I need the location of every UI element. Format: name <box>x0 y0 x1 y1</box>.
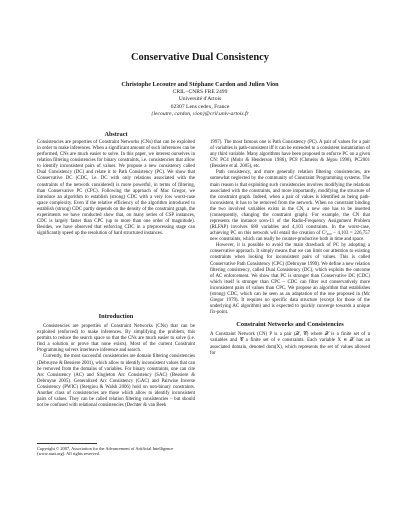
paper-title: Conservative Dual Consistency <box>131 52 269 63</box>
introduction-heading: Introduction <box>98 313 134 320</box>
right-column <box>210 140 370 357</box>
copyright-notice: Copyright © 2007, Association for the Advancement of Artificial Intelligence (www.aaai.org). All rights reserved. <box>37 446 174 457</box>
affiliation-block <box>0 89 400 118</box>
intro-paragraph: Consistencies are properties of Constraint Networks (CNs) that can be exploited (enforced) to make inferences. By simplifying the problem, this permits to reduce the search space so that the CNs are much easier to solve (i.e. find a solution or prove that none exists). Most of the current Constraint Programming solvers interleave inference and search. <box>37 324 195 354</box>
introduction-section <box>37 306 195 409</box>
footnote-rule <box>37 443 97 444</box>
author-list: Christophe Lecoutre and Stéphane Cardon and Julien Vion <box>121 81 279 88</box>
body-paragraph: Path consistency, and more generally relation filtering consistencies, are somewhat neglected by the community of Constraint Programming systems. The main reason is that exploiting such consistencies involves modifying the relations associated with the constraints, and more importantly, modifying the structure of the constraint graph. Indeed, when a pair of values is identified as being path-inconsistent, it has to be removed from the network. When no constraint binding the two involved variables exists in the CN, a new one has to be inserted (consequently, changing the constraint graph). For example, the CN that represents the instance scen-11 of the Radio-Frequency Assignment Problem (RLFAP) involves 680 variables and 4,103 constraints. In the worst-case, achieving PC on this network will entail the creation of C²₆₈₀ − 4,103 = 226,757 new constraints, which can really be counter-productive both in time and space. <box>210 170 370 243</box>
body-paragraph: 1997). The most famous one is Path Consistency (PC). A pair of values for a pair of variables is path-consistent iff it can be extended to a consistent instantiation of any third variable. Many algorithms have been proposed to enforce PC on a given CN: PC4 (Mohr & Henderson 1986), PC8 (Chmeiss & Jégou 1998), PC2001 (Bessiere et al. 2005), etc. <box>210 140 370 170</box>
affiliation-email: {lecoutre, cardon, vion}@cril.univ-artois.fr <box>151 110 249 117</box>
body-paragraph: However, it is possible to avoid the main drawback of PC by adopting a conservative approach. It simply means that we can limit our attention to existing constraints when looking for inconsistent pairs of values. This is called Conservative Path Consistency (CPC) (Debruyne 1999). We define a new relation filtering consistency, called Dual Consistency (DC), which exploits the outcome of AC enforcement. We show that PC is stronger than Conservative DC (CDC) which itself is stronger than CPC – CDC can filter out conservatively more inconsistent pairs of values than CPC. We propose an algorithm that establishes (strong) CDC, which can be seen as an adaptation of the one proposed in (Mc Gregor 1979). It requires no specific data structure (except for those of the underlying AC algorithm) and is expected to quickly converge towards a unique fix-point. <box>210 243 370 316</box>
abstract-text: Consistencies are properties of Constraint Networks (CNs) that can be exploited in order to make inferences. When a significant amount of such inferences can be performed, CNs are much easier to solve. In this paper, we interest ourselves in relation filtering consistencies for binary constraints, i.e. consistencies that allow to identify inconsistent pairs of values. We propose a new consistency called Dual Consistency (DC) and relate it to Path Consistency (PC). We show that Conservative DC (CDC, i.e. DC with only relations associated with the constraints of the network considered) is more powerful, in terms of filtering, than Conservative PC (CPC). Following the approach of Mac Gregor, we introduce an algorithm to establish (strong) CDC with a very low worst-case space complexity. Even if the relative efficiency of the algorithm introduced to establish (strong) CDC partly depends on the density of the constraint graph, the experiments we have conducted show that, on many series of CSP instances, CDC is largely faster than CPC (up to more than one order of magnitude). Besides, we have observed that enforcing CDC in a preprocessing stage can significantly speed up the resolution of hard structured instances. <box>37 140 195 237</box>
affiliation-university: Université d'Artois <box>178 96 222 103</box>
body-paragraph: A Constraint Network (CN) P is a pair (𝒳, 𝒞) where 𝒳 is a finite set of n variables and 𝒞 a finite set of e constraints. Each variable X ∈ 𝒳 has an associated domain, denoted dom(X), which represents the set of values allowed for <box>210 332 370 356</box>
affiliation-address: 62307 Lens cedex, France <box>170 103 230 110</box>
intro-paragraph: Currently, the most successful consistencies are domain filtering consistencies (Debruyne & Bessiere 2001), which allow to identify inconsistent values that can be removed from the domains of variables. For binary constraints, one can cite Arc Consistency (AC) and Singleton Arc Consistency (SAC) (Bessiere & Debruyne 2005). Generalized Arc Consistency (GAC) and Pairwise Inverse Consistency (PWIC) (Stergiou & Walsh 2006) hold on non-binary constraints. Another class of consistencies are those which allow to identify inconsistent pairs of values. They can be called relation filtering consistencies – but should not be confused with relational consistencies (Dechter & van Beek <box>37 354 195 409</box>
cn-section-heading: Constraint Networks and Consistencies <box>236 321 344 329</box>
affiliation-lab: CRIL−CNRS FRE 2499 <box>172 89 228 95</box>
abstract-heading: Abstract <box>104 131 128 138</box>
